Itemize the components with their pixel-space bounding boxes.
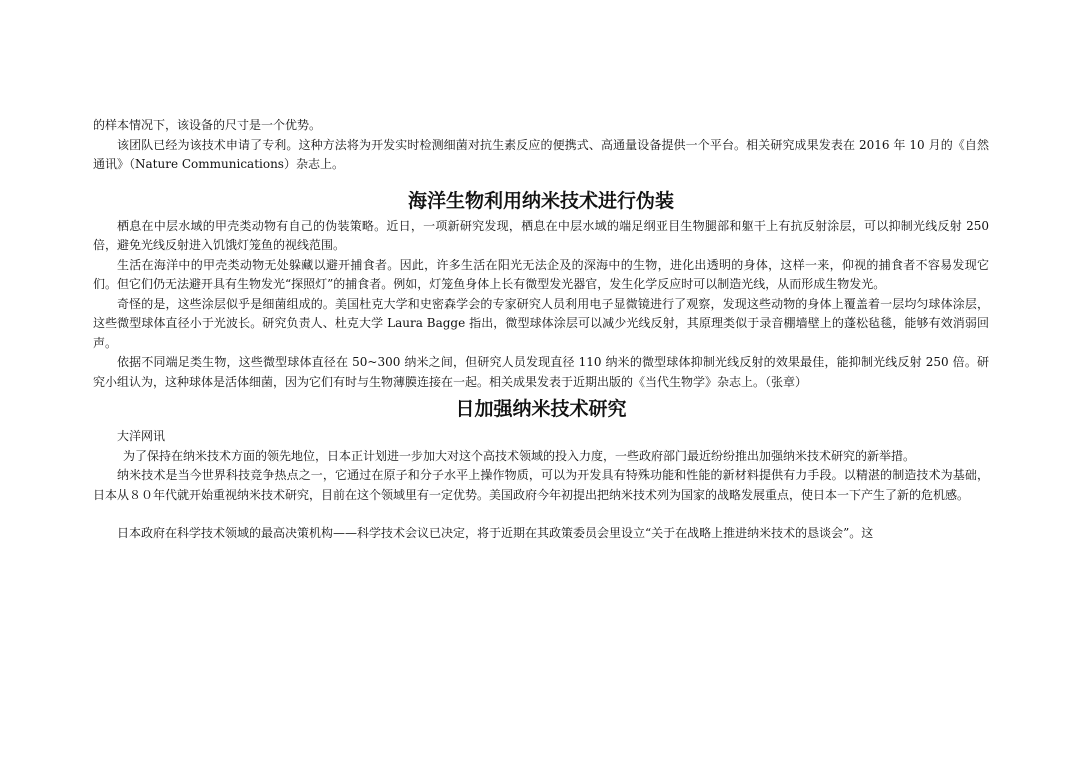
article-1-paragraph-2: 生活在海洋中的甲壳类动物无处躲藏以避开捕食者。因此，许多生活在阳光无法企及的深海中的生物，进化出透明的身体，这样一来，仰视的捕食者不容易发现它们。但它们仍无法避开具有生物发光“探照灯”的捕食者。例如，灯笼鱼身体上长有微型发光器官，发生化学反应时可以制造光线，从而形成生物发光。 <box>93 257 989 291</box>
article-2-lead: 为了保持在纳米技术方面的领先地位，日本正计划进一步加大对这个高技术领域的投入力度，一些政府部门最近纷纷推出加强纳米技术研究的新举措。 <box>123 448 916 463</box>
article-2-source: 大洋网讯 <box>117 429 166 443</box>
article-2-paragraph-2: 纳米技术是当今世界科技竞争热点之一，它通过在原子和分子水平上操作物质，可以为开发具有特殊功能和性能的新材料提供有力手段。以精湛的制造技术为基础，日本从８０年代就开始重视纳米技术研究，目前在这个领域里有一定优势。美国政府今年初提出把纳米技术列为国家的战略发展重点，使日本一下产生了新的危机感。 <box>93 468 989 502</box>
article-1-title: 海洋生物利用纳米技术进行伪装 <box>407 189 674 212</box>
document-page <box>93 116 989 544</box>
article-2-paragraph-3: 日本政府在科学技术领域的最高决策机构——科学技术会议已决定，将于近期在其政策委员会里设立“关于在战略上推进纳米技术的恳谈会”。这 <box>117 526 874 540</box>
intro-paragraph-2: 该团队已经为该技术申请了专利。这种方法将为开发实时检测细菌对抗生素反应的便携式、高通量设备提供一个平台。相关研究成果发表在 2016 年 10 月的《自然通讯》（Nature Communications）杂志上。 <box>93 137 989 171</box>
paragraph-gap <box>93 505 989 524</box>
article-1-paragraph-3: 奇怪的是，这些涂层似乎是细菌组成的。美国杜克大学和史密森学会的专家研究人员利用电子显微镜进行了观察，发现这些动物的身体上覆盖着一层均匀球体涂层，这些微型球体直径小于光波长。研究负责人、杜克大学 Laura Bagge 指出，微型球体涂层可以减少光线反射，其原理类似于录音棚墙壁上的蓬松毡毯，能够有效消弱回声。 <box>93 296 989 350</box>
article-1-paragraph-1: 栖息在中层水域的甲壳类动物有自己的伪装策略。近日，一项新研究发现，栖息在中层水域的端足纲亚目生物腿部和躯干上有抗反射涂层，可以抑制光线反射 250 倍，避免光线反射进入饥饿灯笼鱼的视线范围。 <box>93 218 989 252</box>
intro-paragraph-1: 的样本情况下，该设备的尺寸是一个优势。 <box>93 118 322 132</box>
article-2-title: 日加强纳米技术研究 <box>455 398 627 420</box>
article-1-paragraph-4: 依据不同端足类生物，这些微型球体直径在 50~300 纳米之间，但研究人员发现直径 110 纳米的微型球体抑制光线反射的效果最佳，能抑制光线反射 250 倍。研究小组认为，这种球体是活体细菌，因为它们有时与生物薄膜连接在一起。相关成果发表于近期出版的《当代生物学》杂志上。（张章） <box>93 355 989 389</box>
